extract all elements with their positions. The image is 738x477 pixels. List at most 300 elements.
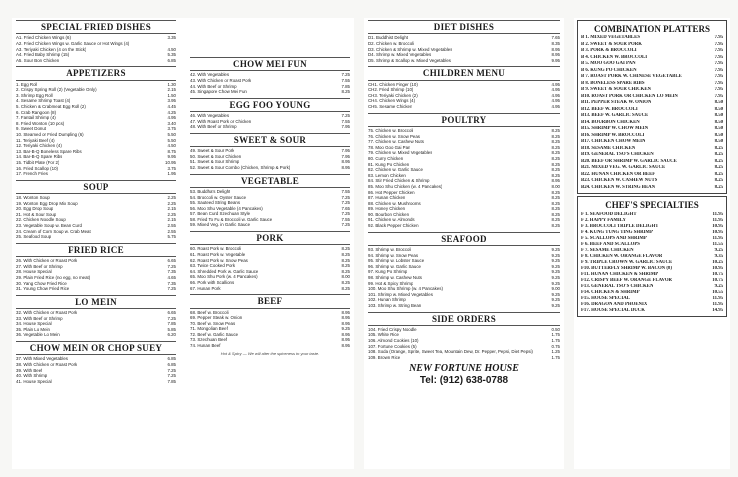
menu-item-name: 106. Almond Cookies (10) bbox=[368, 338, 419, 344]
menu-item-price: 7.55 bbox=[341, 216, 350, 222]
menu-item-price: 8.95 bbox=[551, 178, 560, 184]
menu-item-price: 8.25 bbox=[551, 139, 560, 145]
menu-item-name: 79. Chicken w. Mixed Vegetables bbox=[368, 150, 433, 156]
menu-item-name: 48. With Beef or Shrimp bbox=[190, 124, 237, 130]
menu-item-price: 5.85 bbox=[167, 326, 176, 332]
menu-item-price: 8.25 bbox=[341, 268, 350, 274]
menu-item-price: 8.95 bbox=[341, 343, 350, 349]
menu-item-name: D4. Shrimp w. Mixed Vegetables bbox=[368, 52, 432, 58]
menu-item-name: 91. Chicken w. Almonds bbox=[368, 217, 415, 223]
menu-item-name: 94. Shrimp w. Snow Peas bbox=[368, 252, 419, 258]
menu-item-price: 8.25 bbox=[714, 178, 723, 184]
menu-item-price: 6.85 bbox=[167, 57, 176, 63]
menu-item-name: A3. Teriyaki Chicken (4 on the Stick) bbox=[16, 46, 87, 52]
menu-item-price: 8.95 bbox=[341, 164, 350, 170]
menu-item-name: F 3. BROCCOLI TRIPLE DELIGHT bbox=[581, 223, 659, 229]
menu-item-price: 8.95 bbox=[341, 320, 350, 326]
menu-item bbox=[190, 343, 350, 349]
menu-item-price: 8.25 bbox=[551, 217, 560, 223]
seafood-heading: SEAFOOD bbox=[368, 232, 560, 246]
menu-item-name: 15. Tidbit Plate (For 2) bbox=[16, 159, 60, 165]
menu-item-price: 1.75 bbox=[551, 338, 560, 344]
menu-item-name: 100. Moo Shu Shrimp (w. 4 Pancakes) bbox=[368, 286, 443, 292]
menu-item-name: F 6. BEEF AND SCALLOPS bbox=[581, 241, 640, 247]
menu-item-name: 11. Teriyaki Beef (4) bbox=[16, 137, 55, 143]
menu-item-name: D3. Chicken & Shrimp w. Mixed Vegetables bbox=[368, 46, 453, 52]
menu-item-price: 7.95 bbox=[714, 87, 723, 93]
menu-item-name: B24. CHICKEN W. STRING BEAN bbox=[581, 184, 656, 190]
menu-item-price: 3.35 bbox=[167, 35, 176, 41]
diet-heading: DIET DISHES bbox=[368, 20, 560, 34]
menu-item-name: B 8. BONELESS SPARE RIBS bbox=[581, 80, 645, 86]
menu-item-name: 4. Sesame Shrimp Toast (4) bbox=[16, 98, 71, 104]
menu-item-name: 52. Sweet & Sour Combo (Chicken, Shrimp & Pork) bbox=[190, 164, 291, 170]
menu-item-price: 9.25 bbox=[551, 258, 560, 264]
menu-item-name: 64. Shredded Pork w. Garlic Sauce bbox=[190, 268, 259, 274]
menu-item-name: 86. Hot Pepper Chicken bbox=[368, 189, 415, 195]
menu-item-price: 8.25 bbox=[551, 172, 560, 178]
menu-item-name: F 7. SESAME CHICKEN bbox=[581, 247, 634, 253]
menu-item-name: 6. Crab Rangoon (8) bbox=[16, 109, 57, 115]
menu-item-price: 8.25 bbox=[551, 206, 560, 212]
menu-item-name: F10. BUTTERFLY SHRIMP W. BACON (8) bbox=[581, 265, 672, 271]
menu-item-price: 7.95 bbox=[714, 48, 723, 54]
menu-item-price: 8.25 bbox=[551, 127, 560, 133]
menu-item-price: 10.95 bbox=[712, 223, 723, 229]
menu-item-name: 1. Egg Roll bbox=[16, 81, 38, 87]
menu-item-price: 7.85 bbox=[341, 83, 350, 89]
vegetable-heading: VEGETABLE bbox=[190, 174, 350, 188]
menu-item-price: 3.40 bbox=[167, 120, 176, 126]
menu-item-name: 105. White Rice bbox=[368, 332, 399, 338]
menu-item-price: 7.25 bbox=[341, 222, 350, 228]
menu-item-price: 8.50 bbox=[714, 119, 723, 125]
restaurant-phone: Tel: (912) 638-0788 bbox=[419, 374, 509, 386]
menu-item-name: 70. Beef w. Snow Peas bbox=[190, 320, 236, 326]
menu-item-name: F 5. SCALLOPS AND SHRIMP bbox=[581, 235, 647, 241]
friedrice-section bbox=[16, 243, 176, 292]
menu-item-price: 0.75 bbox=[551, 343, 560, 349]
menu-item-price: 6.65 bbox=[167, 258, 176, 264]
menu-item-price: 7.65 bbox=[341, 205, 350, 211]
menu-item-price: 8.75 bbox=[167, 148, 176, 154]
menu-item-price: 9.25 bbox=[551, 247, 560, 252]
menu-item-name: 93. Shrimp w. Broccoli bbox=[368, 247, 412, 252]
eggfooyoung-heading: EGG FOO YOUNG bbox=[190, 98, 350, 112]
menu-item-price: 7.85 bbox=[167, 378, 176, 384]
menu-item-name: B11. PEPPER STEAK W. ONION bbox=[581, 100, 652, 106]
menu-item-name: 101. Shrimp w. Mixed Vegetables bbox=[368, 291, 433, 297]
menu-item-price: 1.95 bbox=[167, 171, 176, 177]
menu-item-name: 60. Roast Pork w. Broccoli bbox=[190, 246, 242, 252]
menu-item-price: 4.95 bbox=[167, 115, 176, 121]
menu-item-price: 7.95 bbox=[341, 148, 350, 154]
menu-item-name: 54. Broccoli w. Oyster Sauce bbox=[190, 194, 247, 200]
menu-item-price: 7.25 bbox=[341, 194, 350, 200]
menu-item-price: 7.55 bbox=[341, 77, 350, 83]
menu-item-price: 11.95 bbox=[712, 301, 723, 307]
combo-heading: COMBINATION PLATTERS bbox=[594, 24, 710, 34]
menu-item-price: 8.50 bbox=[714, 113, 723, 119]
menu-item-name: 29. Plain Fried Rice (no egg, no meat) bbox=[16, 274, 91, 280]
menu-item-name: 26. With Chicken or Roast Pork bbox=[16, 258, 78, 264]
poultry-heading: POULTRY bbox=[368, 113, 560, 127]
menu-item-price: 8.25 bbox=[714, 158, 723, 164]
restaurant-name: NEW FORTUNE HOUSE bbox=[409, 363, 519, 375]
menu-item-price: 8.50 bbox=[714, 139, 723, 145]
menu-item-name: 23. Vegetable Soup w. Bean Curd bbox=[16, 223, 82, 229]
menu-item-name: 98. Shrimp w. Cashew Nuts bbox=[368, 274, 422, 280]
menu-item-name: 81. Kung Po Chicken bbox=[368, 161, 410, 167]
menu-item-name: 88. Chicken w. Mushrooms bbox=[368, 200, 421, 206]
menu-item-name: 43. With Chicken or Roast Pork bbox=[190, 77, 252, 83]
menu-item-price: 7.95 bbox=[714, 93, 723, 99]
sweetsour-section bbox=[190, 133, 350, 171]
menu-item-name: 12. Teriyaki Chicken (4) bbox=[16, 143, 62, 149]
menu-item-name: B 3. PORK & BROCCOLI bbox=[581, 48, 637, 54]
menu-panel-right bbox=[574, 18, 730, 469]
seafood-section bbox=[368, 232, 560, 309]
lomein-section bbox=[16, 295, 176, 338]
menu-item-price: 8.50 bbox=[714, 132, 723, 138]
menu-item-name: D5. Shrimp & Scallop w. Mixed Vegetables bbox=[368, 57, 451, 63]
menu-item-price: 7.95 bbox=[714, 80, 723, 86]
menu-item-price: 7.35 bbox=[167, 269, 176, 275]
menu-item-price: 9.25 bbox=[551, 269, 560, 275]
menu-item-name: F13. GENERAL TSO'S CHICKEN bbox=[581, 283, 654, 289]
menu-item bbox=[190, 165, 350, 171]
menu-item-name: 16. Fried Scallop (10) bbox=[16, 165, 58, 171]
menu-item-name: A1. Fried Chicken Wings (6) bbox=[16, 35, 71, 41]
menu-item-name: 32. With Chicken or Roast Pork bbox=[16, 310, 78, 316]
menu-item-name: B14. BOURBON CHICKEN bbox=[581, 119, 640, 125]
menu-item-price: 7.25 bbox=[167, 367, 176, 373]
pork-section bbox=[190, 231, 350, 291]
menu-item-price: 2.15 bbox=[167, 217, 176, 223]
children-section bbox=[368, 66, 560, 109]
menu-item-name: 90. Bourbon Chicken bbox=[368, 211, 410, 217]
menu-item bbox=[16, 234, 176, 240]
menu-item-name: 20. Egg Drop Soup bbox=[16, 206, 54, 212]
menu-item bbox=[368, 104, 560, 110]
menu-item-name: 76. Chicken w. Snow Peas bbox=[368, 133, 420, 139]
menu-item-price: 8.25 bbox=[341, 279, 350, 285]
menu-item-name: D2. Chicken w. Broccoli bbox=[368, 40, 415, 46]
menu-item-name: 95. Shrimp w. Lobster Sauce bbox=[368, 258, 425, 264]
menu-item-price: 8.25 bbox=[551, 195, 560, 201]
lomein-heading: LO MEIN bbox=[16, 295, 176, 309]
menu-item-price: 10.55 bbox=[712, 289, 723, 295]
menu-item bbox=[368, 303, 560, 309]
menu-item-name: F 8. CHICKEN W. ORANGE FLAVOR bbox=[581, 253, 663, 259]
menu-item-name: A4. Fried Baby Shrimp (15) bbox=[16, 52, 70, 58]
menu-item-name: 72. Beef w. Garlic Sauce bbox=[190, 331, 239, 337]
menu-item-name: 109. Brown Rice bbox=[368, 354, 401, 360]
menu-item-price: 1.75 bbox=[551, 332, 560, 338]
menu-item-name: B12. BEEF W. BROCCOLI bbox=[581, 106, 638, 112]
menu-item-name: 14. Bar-B-Q Spare Ribs bbox=[16, 154, 63, 160]
menu-item-price: 8.25 bbox=[341, 89, 350, 95]
menu-item-price: 8.95 bbox=[341, 337, 350, 343]
eggfooyoung-section bbox=[190, 98, 350, 130]
menu-item-name: 18. Wonton Soup bbox=[16, 195, 50, 201]
menu-item-price: 4.50 bbox=[167, 46, 176, 52]
menu-item-name: 87. Hunan Chicken bbox=[368, 195, 406, 201]
menu-item-name: 7. Fantail Shrimp (4) bbox=[16, 115, 56, 121]
menu-item-name: 80. Curry Chicken bbox=[368, 155, 404, 161]
menu-item bbox=[368, 355, 560, 361]
menu-item bbox=[190, 222, 350, 228]
menu-item-price: 8.50 bbox=[714, 100, 723, 106]
menu-item-name: 57. Bean Curd Szechuan Style bbox=[190, 211, 251, 217]
menu-item-name: 45. Singapore Chow Mei Fun bbox=[190, 89, 247, 95]
menu-item-price: 9.25 bbox=[341, 326, 350, 332]
chowmeifun-section bbox=[190, 57, 350, 95]
menu-item-price: 0.50 bbox=[551, 326, 560, 332]
menu-item-name: 31. Young Chow Fried Rice bbox=[16, 286, 70, 292]
menu-item-name: 75. Chicken w. Broccoli bbox=[368, 127, 414, 133]
children-heading: CHILDREN MENU bbox=[368, 66, 560, 80]
menu-item-name: 83. Lemon Chicken bbox=[368, 172, 406, 178]
menu-panel-left bbox=[12, 18, 354, 469]
menu-item-name: 37. With Mixed Vegetables bbox=[16, 356, 68, 362]
menu-item-name: 62. Roast Pork w. Snow Peas bbox=[190, 257, 248, 263]
menu-item-name: 56. Moo Shu Vegetable (4 Pancakes) bbox=[190, 205, 263, 211]
menu-item-name: 92. Black Pepper Chicken bbox=[368, 223, 419, 229]
special-heading: SPECIAL FRIED DISHES bbox=[16, 20, 176, 34]
menu-item-price: 8.95 bbox=[341, 309, 350, 315]
menu-item-price: 8.25 bbox=[714, 152, 723, 158]
menu-item-price: 2.25 bbox=[167, 211, 176, 217]
menu-item-name: 82. Chicken w. Garlic Sauce bbox=[368, 167, 423, 173]
pork-heading: PORK bbox=[190, 231, 350, 245]
appetizers-heading: APPETIZERS bbox=[16, 66, 176, 80]
menu-item-price: 8.25 bbox=[714, 145, 723, 151]
menu-item-name: 53. Buddha's Delight bbox=[190, 188, 231, 194]
menu-item-name: CH1. Chicken Finger (10) bbox=[368, 81, 418, 87]
menu-item-name: 40. With Shrimp bbox=[16, 373, 48, 379]
menu-item-name: CH2. Fried Shrimp (10) bbox=[368, 87, 414, 93]
special-section bbox=[16, 20, 176, 63]
menu-item-price: 10.75 bbox=[712, 277, 723, 283]
chowmein-section bbox=[16, 341, 176, 384]
menu-item-price: 8.95 bbox=[551, 52, 560, 58]
menu-item-name: B 1. MIXED VEGETABLES bbox=[581, 35, 640, 41]
menu-item-price: 8.25 bbox=[341, 285, 350, 291]
menu-item-name: F11. HUNAN CHICKEN & SHRIMP bbox=[581, 271, 659, 277]
menu-item-name: 46. With Vegetables bbox=[190, 113, 230, 119]
menu-item-price: 10.25 bbox=[712, 259, 723, 265]
menu-item-price: 5.35 bbox=[167, 52, 176, 58]
vegetable-section bbox=[190, 174, 350, 229]
menu-item bbox=[16, 379, 176, 385]
menu-item bbox=[190, 124, 350, 130]
menu-item-name: B19. GENERAL TSO'S CHICKEN bbox=[581, 152, 654, 158]
menu-item bbox=[581, 308, 723, 314]
menu-item-name: F 9. TRIPLE CROWN W. GARLIC SAUCE bbox=[581, 259, 673, 265]
menu-item-name: F 1. SEAFOOD DELIGHT bbox=[581, 211, 637, 217]
menu-item-price: 8.25 bbox=[551, 200, 560, 206]
menu-item-price: 7.55 bbox=[341, 118, 350, 124]
menu-item-name: 96. Shrimp w. Garlic Sauce bbox=[368, 263, 421, 269]
menu-item-name: 2. Crispy Spring Roll (2) (Vegetable Only) bbox=[16, 87, 97, 93]
menu-item-name: F 4. KUNG TUNG TING SHRIMP bbox=[581, 229, 653, 235]
menu-item-name: A5. Sour Bon Chicken bbox=[16, 57, 60, 63]
menu-item-name: 38. With Chicken or Roast Pork bbox=[16, 362, 78, 367]
menu-item-price: 11.95 bbox=[712, 217, 723, 223]
menu-item-price: 1.30 bbox=[167, 81, 176, 87]
menu-item-name: B18. SESAME CHICKEN bbox=[581, 145, 636, 151]
menu-item-name: 51. Sweet & Sour Shrimp bbox=[190, 159, 240, 165]
spicy-footnote: Hot & Spicy — We will alter the spiceness to your taste. bbox=[220, 350, 320, 356]
menu-item-name: F14. CHICKEN & SHRIMP bbox=[581, 289, 640, 295]
menu-item-name: 30. Yang Chow Fried Rice bbox=[16, 280, 67, 286]
menu-item-name: B 2. SWEET & SOUR PORK bbox=[581, 41, 642, 47]
menu-item-price: 9.25 bbox=[551, 274, 560, 280]
menu-item bbox=[368, 58, 560, 64]
menu-item-name: 39. With Beef bbox=[16, 367, 43, 373]
menu-item-name: B16. SHRIMP W. BROCCOLI bbox=[581, 132, 645, 138]
chowmein-heading: CHOW MEIN OR CHOP SUEY bbox=[16, 341, 176, 355]
menu-item bbox=[16, 58, 176, 64]
menu-item-name: 66. Pork with Scallions bbox=[190, 279, 235, 285]
menu-item-price: 5.50 bbox=[167, 132, 176, 137]
menu-item-price: 10.75 bbox=[712, 271, 723, 277]
menu-item-name: D1. Buddhist Delight bbox=[368, 35, 409, 41]
menu-item bbox=[190, 286, 350, 292]
menu-panel-middle bbox=[364, 18, 564, 469]
menu-item-price: 1.25 bbox=[551, 349, 560, 355]
menu-item-price: 7.95 bbox=[714, 41, 723, 47]
menu-item-price: 8.25 bbox=[551, 155, 560, 161]
menu-item-price: 8.95 bbox=[551, 46, 560, 52]
menu-item-price: 2.15 bbox=[167, 87, 176, 93]
menu-item-price: 8.25 bbox=[341, 257, 350, 263]
menu-item-price: 8.25 bbox=[714, 184, 723, 190]
menu-item-price: 9.35 bbox=[714, 253, 723, 259]
menu-item-price: 8.25 bbox=[551, 133, 560, 139]
menu-item-name: F17. HOUSE SPECIAL DUCK bbox=[581, 307, 645, 313]
menu-item-price: 5.75 bbox=[167, 234, 176, 240]
menu-item-name: 77. Chicken w. Cashew Nuts bbox=[368, 139, 424, 145]
menu-item-price: 8.25 bbox=[714, 171, 723, 177]
menu-item bbox=[190, 89, 350, 95]
menu-item-price: 4.45 bbox=[167, 104, 176, 110]
menu-item-name: 67. Hunan Pork bbox=[190, 285, 221, 291]
menu-item-price: 10.95 bbox=[165, 159, 176, 165]
menu-item-name: 36. Vegetable Lo Mein bbox=[16, 332, 60, 338]
soup-heading: SOUP bbox=[16, 180, 176, 194]
menu-item-price: 8.95 bbox=[341, 331, 350, 337]
sides-section bbox=[368, 312, 560, 361]
menu-item-price: 1.75 bbox=[551, 354, 560, 360]
menu-item-price: 11.95 bbox=[712, 235, 723, 241]
menu-item-name: 8. Fried Wonton (10 pcs) bbox=[16, 120, 65, 126]
menu-item bbox=[581, 185, 723, 192]
menu-item-price: 4.65 bbox=[167, 274, 176, 280]
chowmeifun-heading: CHOW MEI FUN bbox=[190, 57, 350, 71]
menu-item-price: 7.95 bbox=[714, 61, 723, 67]
menu-item-name: B20. BEEF OR SHRIMP W. GARLIC SAUCE bbox=[581, 158, 677, 164]
menu-item-name: F16. DRAGON AND PHOENIX bbox=[581, 301, 648, 307]
menu-item-price: 8.25 bbox=[551, 144, 560, 150]
menu-item-price: 9.25 bbox=[551, 252, 560, 258]
menu-item-name: B 6. KUNG PO CHICKEN bbox=[581, 67, 637, 73]
menu-item-name: 3. Shrimp Egg Roll bbox=[16, 92, 53, 98]
menu-item-price: 3.95 bbox=[167, 98, 176, 104]
menu-item-name: 89. Honey Chicken bbox=[368, 206, 406, 212]
menu-item bbox=[16, 332, 176, 338]
menu-item-price: 11.55 bbox=[712, 241, 723, 247]
menu-item-price: 8.95 bbox=[341, 159, 350, 165]
menu-item-name: B17. CHICKEN CHOW MEIN bbox=[581, 139, 646, 145]
menu-item-name: 99. Hot & Spicy Shrimp bbox=[368, 280, 414, 286]
menu-item-price: 4.50 bbox=[167, 143, 176, 149]
menu-item-price: 14.95 bbox=[712, 307, 723, 313]
menu-item bbox=[368, 223, 560, 229]
menu-item-price: 9.25 bbox=[551, 302, 560, 308]
menu-item-name: B 9. SWEET & SOUR CHICKEN bbox=[581, 87, 652, 93]
menu-item-name: 55. Sauteed String Beans bbox=[190, 200, 241, 206]
menu-item-name: 78. Moo Goo Gai Pan bbox=[368, 144, 411, 150]
menu-item-name: 25. Seafood Soup bbox=[16, 234, 52, 240]
menu-item-name: B22. HUNAN CHICKEN OR BEEF bbox=[581, 171, 656, 177]
menu-item-name: B13. BEEF W. GARLIC SAUCE bbox=[581, 113, 649, 119]
menu-item-price: 9.25 bbox=[551, 297, 560, 303]
menu-item-price: 7.95 bbox=[714, 67, 723, 73]
soup-section bbox=[16, 180, 176, 240]
menu-item-name: 9. Sweet Donut bbox=[16, 126, 47, 132]
menu-item-price: 2.25 bbox=[167, 200, 176, 206]
menu-item-price: 4.95 bbox=[551, 81, 560, 87]
menu-item-price: 8.95 bbox=[341, 315, 350, 321]
menu-item-name: 22. Chicken Noodle Soup bbox=[16, 217, 66, 223]
menu-item-name: 5. Chicken & Crabmeat Egg Roll (2) bbox=[16, 104, 86, 110]
menu-item-price: 8.25 bbox=[551, 189, 560, 195]
menu-item-price: 6.65 bbox=[167, 310, 176, 316]
sides-heading: SIDE ORDERS bbox=[368, 312, 560, 326]
combo-section bbox=[577, 20, 727, 194]
menu-item-price: 8.25 bbox=[341, 263, 350, 269]
menu-item-price: 7.25 bbox=[341, 211, 350, 217]
menu-item-name: 68. Beef w. Broccoli bbox=[190, 309, 229, 315]
menu-item-name: 33. With Beef or Shrimp bbox=[16, 315, 63, 321]
menu-item-name: 102. Hunan Shrimp bbox=[368, 297, 406, 303]
menu-item-price: 7.25 bbox=[167, 263, 176, 269]
appetizers-section bbox=[16, 66, 176, 176]
menu-item-price: 7.85 bbox=[167, 321, 176, 327]
right-column bbox=[186, 18, 354, 387]
menu-item-price: 7.95 bbox=[714, 35, 723, 41]
menu-item-name: 24. Cream of Corn Soup w. Crab Meat bbox=[16, 228, 91, 234]
menu-item-name: 35. Plain Lo Mein bbox=[16, 326, 50, 332]
menu-item-price: 9.25 bbox=[551, 291, 560, 297]
menu-item-price: 8.25 bbox=[341, 246, 350, 252]
menu-item-name: 74. Hunan Beef bbox=[190, 343, 221, 349]
menu-item-price: 4.95 bbox=[551, 87, 560, 93]
menu-item-price: 7.25 bbox=[167, 286, 176, 292]
menu-item bbox=[16, 171, 176, 177]
beef-heading: BEEF bbox=[190, 294, 350, 308]
menu-item-name: B 5. MOO GOO GAI PAN bbox=[581, 61, 636, 67]
menu-item-price: 8.25 bbox=[551, 150, 560, 156]
menu-item-name: 27. With Beef or Shrimp bbox=[16, 263, 63, 269]
menu-item-name: F 2. HAPPY FAMILY bbox=[581, 217, 626, 223]
menu-item-name: 41. House Special bbox=[16, 378, 52, 384]
menu-item-price: 10.95 bbox=[712, 265, 723, 271]
menu-item-price: 9.25 bbox=[714, 283, 723, 289]
menu-item-name: 17. French Fries bbox=[16, 171, 48, 177]
